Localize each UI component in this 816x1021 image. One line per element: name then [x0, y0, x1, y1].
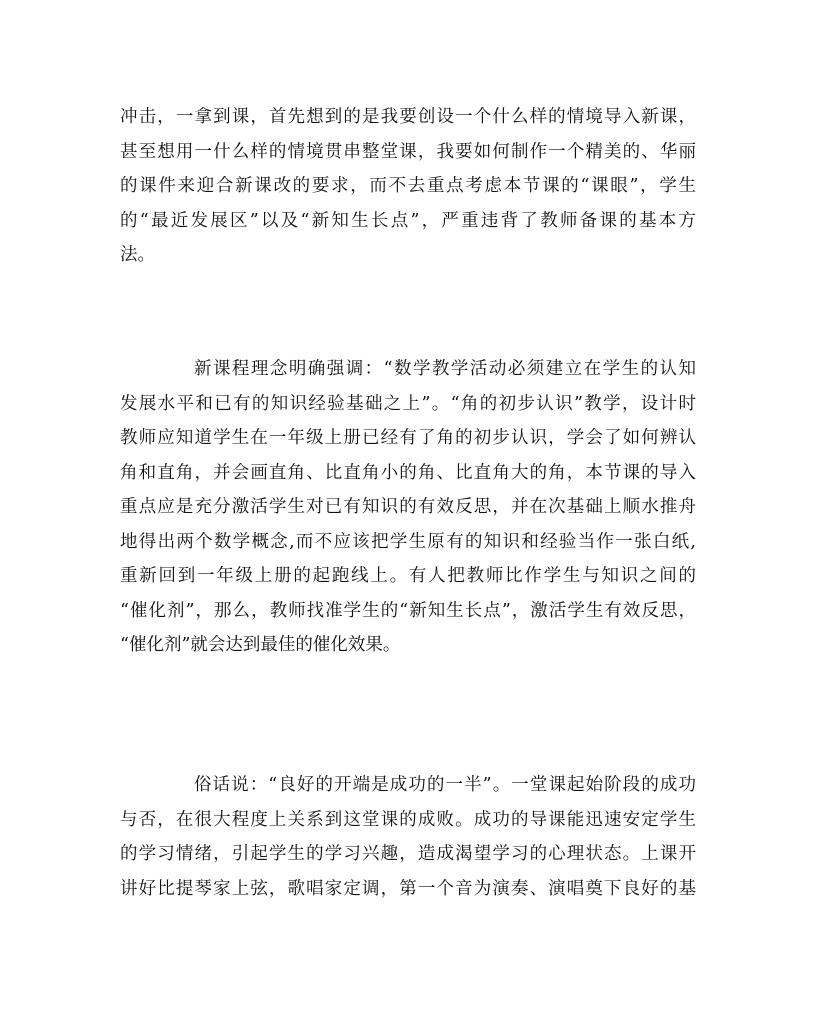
text-line: 甚至想用一什么样的情境贯串整堂课，我要如何制作一个精美的、华丽	[120, 141, 696, 162]
paragraph-3	[120, 768, 696, 906]
text-line: 冲击，一拿到课，首先想到的是我要创设一个什么样的情境导入新课，	[120, 107, 696, 127]
text-line: 重新回到一年级上册的起跑线上。有人把教师比作学生与知识之间的	[120, 566, 696, 586]
text-line: 俗话说：“良好的开端是成功的一半”。一堂课起始阶段的成功	[194, 775, 696, 795]
text-line: 发展水平和已有的知识经验基础之上”。“角的初步认识”教学，设计时	[120, 393, 696, 414]
text-line: 角和直角，并会画直角、比直角小的角、比直角大的角，本节课的导入	[120, 462, 696, 483]
text-line: 地得出两个数学概念,而不应该把学生原有的知识和经验当作一张白纸,	[120, 531, 696, 552]
text-line: 与否，在很大程度上关系到这堂课的成败。成功的导课能迅速安定学生	[120, 809, 696, 830]
text-line: 重点应是充分激活学生对已有知识的有效反思，并在次基础上顺水推舟	[120, 497, 696, 517]
text-line: “催化剂”，那么，教师找准学生的“新知生长点”，激活学生有效反思，	[120, 600, 696, 621]
text-line: 的课件来迎合新课改的要求，而不去重点考虑本节课的“课眼”，学生	[120, 176, 696, 196]
text-line: 的学习情绪，引起学生的学习兴趣，造成渴望学习的心理状态。上课开	[120, 844, 696, 864]
text-line: 的“最近发展区”以及“新知生长点”，严重违背了教师备课的基本方	[120, 210, 696, 231]
text-line: 新课程理念明确强调：“数学教学活动必须建立在学生的认知	[194, 359, 696, 379]
text-line: 法。	[120, 245, 155, 265]
paragraph-1	[120, 100, 696, 273]
text-line: 教师应知道学生在一年级上册已经有了角的初步认识，学会了如何辨认	[120, 428, 696, 448]
text-line: “催化剂”就会达到最佳的催化效果。	[120, 635, 401, 655]
text-line: 讲好比提琴家上弦，歌唱家定调，第一个音为演奏、演唱奠下良好的基	[120, 878, 696, 899]
paragraph-2	[120, 352, 696, 663]
